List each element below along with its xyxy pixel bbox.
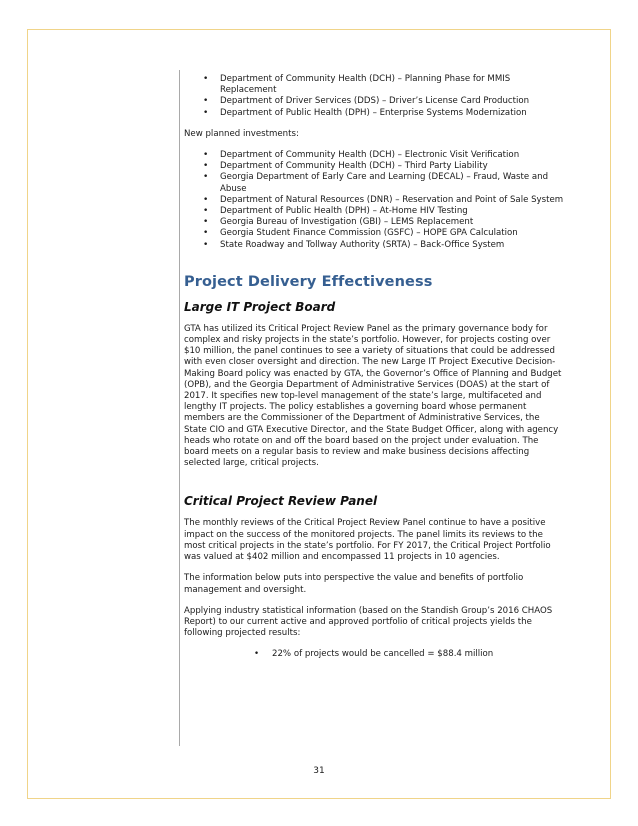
bullet-icon: •	[203, 217, 209, 228]
bullet-icon: •	[203, 228, 209, 239]
large-board-title: Large IT Project Board	[184, 299, 336, 314]
bullet-icon: •	[203, 206, 209, 217]
document-body	[184, 70, 564, 661]
list-item: • Department of Community Health (DCH) – Third Party Liability	[203, 161, 488, 172]
list-item: • Department of Natural Resources (DNR) – Reservation and Point of Sale System	[203, 194, 564, 205]
list-item: • Georgia Bureau of Investigation (GBI) – LEMS Replacement	[203, 217, 474, 228]
new-investments-heading: New planned investments:	[184, 128, 299, 139]
review-panel-paragraph-1: The monthly reviews of the Critical Project Review Panel continue to have a positive impact on the success of the monitored projects. The panel limits its reviews to the most critical projects in the state’s portfolio. For FY 2017, the Critical Project Portfolio was valued at $402 million and encompassed 11 projects in 10 agencies.	[184, 518, 551, 563]
bullet-icon: •	[203, 194, 209, 205]
bullet-icon: •	[203, 107, 209, 118]
projected-result-item: • 22% of projects would be cancelled = $88.4 million	[254, 649, 494, 660]
list-item: • Georgia Department of Early Care and Learning (DECAL) – Fraud, Waste and Abuse	[203, 172, 549, 194]
bullet-icon: •	[203, 239, 209, 250]
list-item: • Georgia Student Finance Commission (GSFC) – HOPE GPA Calculation	[203, 228, 518, 239]
list-item: • Department of Public Health (DPH) – Enterprise Systems Modernization	[203, 107, 527, 118]
section-title: Project Delivery Effectiveness	[184, 273, 433, 290]
new-investments-list	[184, 150, 564, 251]
list-item: • State Roadway and Tollway Authority (SRTA) – Back-Office System	[203, 239, 505, 250]
list-item: • Department of Public Health (DPH) – At-Home HIV Testing	[203, 206, 468, 217]
list-item: • Department of Driver Services (DDS) – Driver’s License Card Production	[203, 96, 530, 107]
ongoing-investments-list	[184, 74, 564, 119]
page-number: 31	[313, 766, 325, 776]
review-panel-paragraph-2: The information below puts into perspective the value and benefits of portfolio management and oversight.	[184, 573, 524, 595]
bullet-icon: •	[203, 74, 209, 84]
margin-rule	[179, 70, 180, 746]
bullet-icon: •	[203, 150, 209, 161]
bullet-icon: •	[203, 96, 209, 107]
bullet-icon: •	[203, 172, 209, 183]
review-panel-paragraph-3: Applying industry statistical information (based on the Standish Group’s 2016 CHAOS Report) to our current active and approved portfolio of critical projects yields the following projected results:	[184, 605, 553, 639]
large-board-paragraph: GTA has utilized its Critical Project Review Panel as the primary governance body for complex and risky projects in the state’s portfolio. However, for projects costing over $10 million, the panel continues to see a variety of situations that could be addressed with even closer oversight and direction. The new Large IT Project Executive Decision-Making Board policy was enacted by GTA, the Governor’s Office of Planning and Budget (OPB), and the Georgia Department of Administrative Services (DOAS) at the start of 2017. It specifies new top-level management of the state’s large, multifaceted and lengthy IT projects. The policy establishes a governing board whose permanent members are the Commissioner of the Department of Administrative Services, the State CIO and GTA Executive Director, and the State Budget Officer, along with agency heads who rotate on and off the board based on the project under evaluation. The board meets on a regular basis to review and make business decisions affecting selected large, critical projects.	[184, 323, 562, 469]
review-panel-title: Critical Project Review Panel	[184, 494, 378, 509]
list-item: • Department of Community Health (DCH) – Electronic Visit Verification	[203, 150, 520, 161]
list-item: • Department of Community Health (DCH) – Planning Phase for MMIS Replacement	[203, 74, 511, 96]
bullet-icon: •	[254, 649, 260, 660]
bullet-icon: •	[203, 161, 209, 172]
